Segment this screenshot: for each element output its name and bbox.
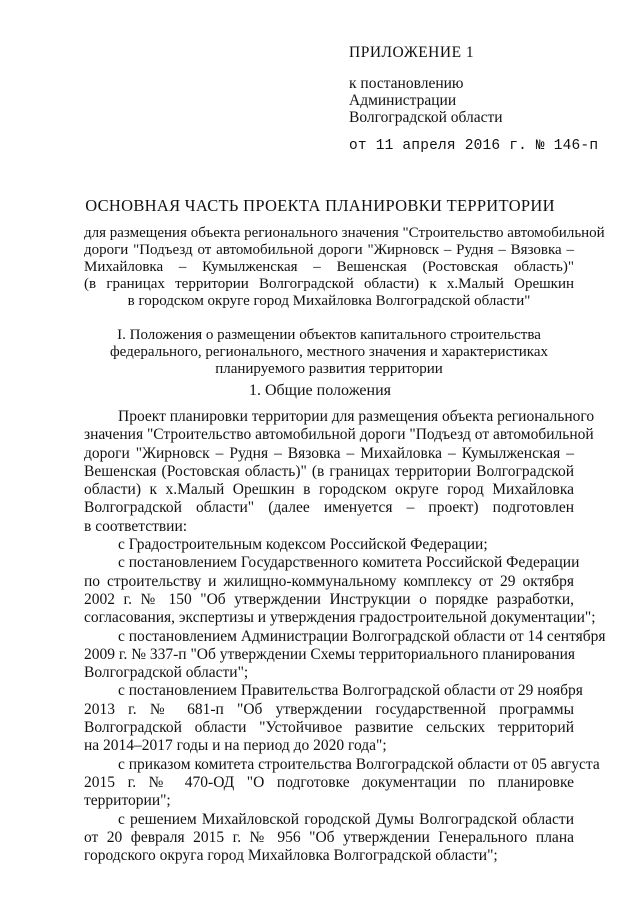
body-line: в соответствии: bbox=[84, 517, 188, 535]
document-title: ОСНОВНАЯ ЧАСТЬ ПРОЕКТА ПЛАНИРОВКИ ТЕРРИТОРИИ bbox=[85, 196, 555, 215]
body-line: по строительству и жилищно-коммунальному комплексу от 29 октября bbox=[84, 572, 574, 590]
purpose-line: в городском округе город Михайловка Волгоградской области" bbox=[127, 293, 531, 309]
appendix-date-line: от 11 апреля 2016 г. № 146-п bbox=[349, 138, 599, 154]
section-heading-line: федерального, регионального, местного значения и характеристиках bbox=[109, 344, 549, 360]
body-line: области) к х.Малый Орешкин в городском округе город Михайловка bbox=[84, 481, 574, 499]
body-line: 2009 г. № 337-п "Об утверждении Схемы территориального планирования bbox=[84, 645, 576, 663]
body-line: с постановлением Администрации Волгоградской области от 14 сентября bbox=[118, 627, 606, 645]
body-line: Волгоградской области "Устойчивое развитие сельских территорий bbox=[84, 719, 574, 737]
section-heading-line: планируемого развития территории bbox=[215, 361, 443, 377]
purpose-paragraph bbox=[84, 225, 605, 310]
body-line: 2015 г. № 470-ОД "О подготовке документации по планировке bbox=[84, 773, 574, 791]
body-line: с решением Михайловской городской Думы Волгоградской области bbox=[118, 810, 574, 828]
appendix-line-2: Администрации bbox=[349, 92, 457, 109]
body-line: на 2014–2017 годы и на период до 2020 года"; bbox=[84, 737, 387, 755]
body-line: с приказом комитета строительства Волгоградской области от 05 августа bbox=[118, 755, 600, 773]
appendix-block bbox=[349, 44, 598, 155]
purpose-line: дороги "Подъезд от автомобильной дороги "Жирновск – Рудня – Вязовка – bbox=[84, 242, 574, 258]
body-line: Волгоградской области"; bbox=[84, 664, 249, 682]
appendix-line-3: Волгоградской области bbox=[349, 109, 503, 126]
body-line: согласования, экспертизы и утверждения градостроительной документации"; bbox=[84, 609, 596, 627]
subsection-title: 1. Общие положения bbox=[248, 382, 392, 399]
body-line: Проект планировки территории для размещения объекта регионального bbox=[118, 408, 595, 425]
body-line: территории"; bbox=[84, 792, 171, 810]
body-line: Вешенская (Ростовская область)" (в границах территории Волгоградской bbox=[84, 462, 574, 480]
body-line: Волгоградской области" (далее именуется – проект) подготовлен bbox=[84, 499, 574, 517]
purpose-line: (в границах территории Волгоградской области) к х.Малый Орешкин bbox=[84, 276, 574, 292]
purpose-line: Михайловка – Кумылженская – Вешенская (Ростовская область)" bbox=[84, 259, 574, 275]
body-line: с постановлением Государственного комитета Российской Федерации bbox=[118, 554, 580, 572]
appendix-title: ПРИЛОЖЕНИЕ 1 bbox=[349, 44, 475, 61]
body-text bbox=[84, 408, 606, 865]
body-line: от 20 февраля 2015 г. № 956 "Об утверждении Генерального плана bbox=[84, 828, 574, 846]
purpose-line: для размещения объекта регионального значения "Строительство автомобильной bbox=[84, 225, 605, 241]
body-line: значения "Строительство автомобильной дороги "Подъезд от автомобильной bbox=[84, 426, 594, 444]
body-line: 2013 г. № 681-п "Об утверждении государственной программы bbox=[84, 700, 574, 718]
body-line: 2002 г. № 150 "Об утверждении Инструкции о порядке разработки, bbox=[84, 590, 574, 608]
body-line: с постановлением Правительства Волгоградской области от 29 ноября bbox=[118, 682, 583, 700]
body-line: дороги "Жирновск – Рудня – Вязовка – Михайловка – Кумылженская – bbox=[84, 444, 574, 462]
body-line: городского округа город Михайловка Волгоградской области"; bbox=[84, 847, 498, 865]
body-line: с Градостроительным кодексом Российской Федерации; bbox=[118, 536, 488, 554]
appendix-line-1: к постановлению bbox=[349, 75, 464, 92]
section-heading bbox=[84, 327, 574, 378]
section-heading-line: I. Положения о размещении объектов капитального строительства bbox=[117, 327, 541, 343]
